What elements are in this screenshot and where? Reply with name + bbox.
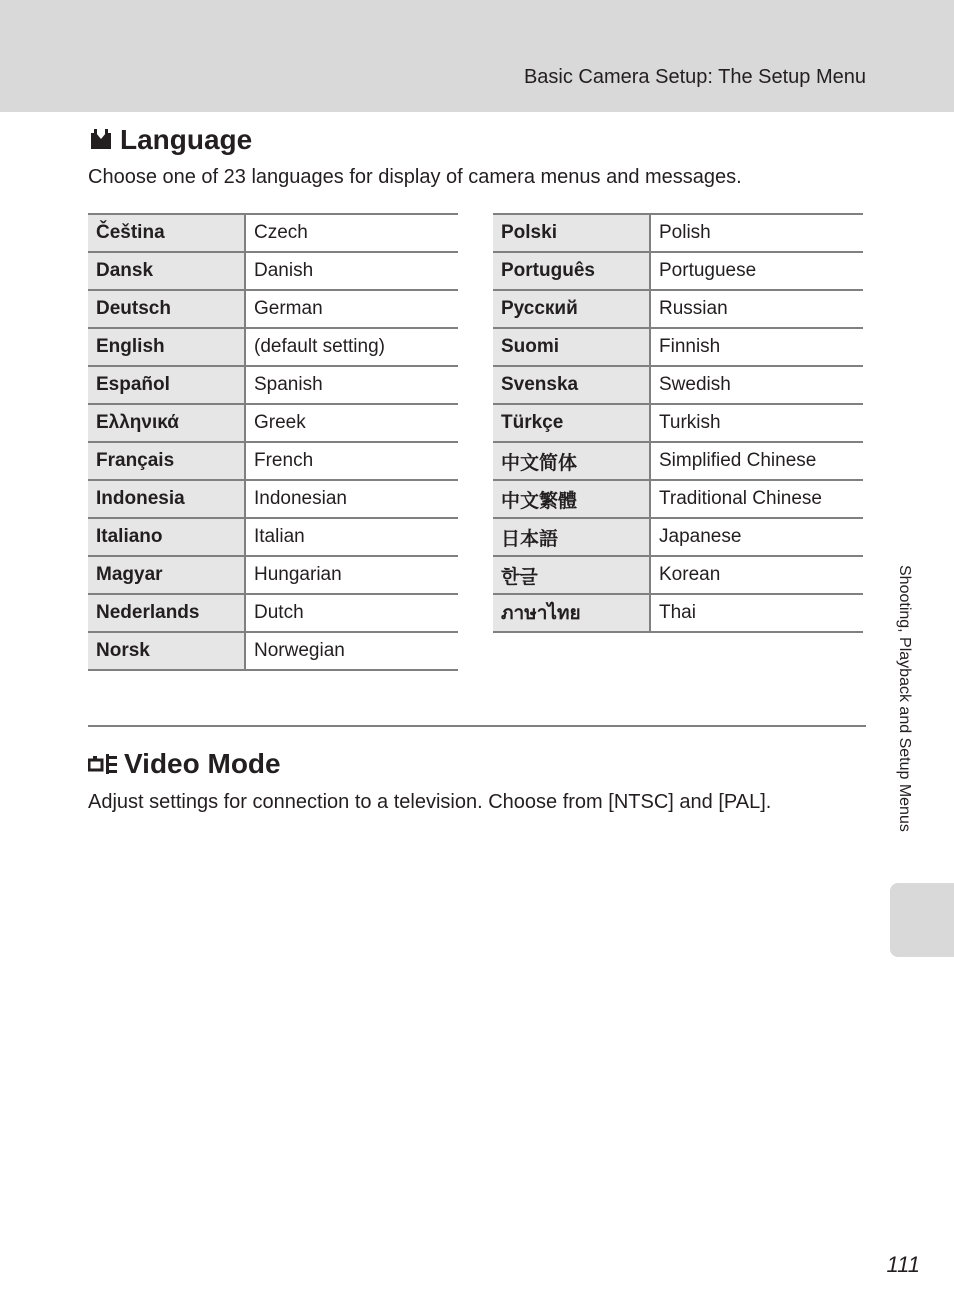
video-mode-title: Video Mode — [124, 748, 281, 779]
language-icon — [88, 127, 114, 153]
native-language-name: Русский — [493, 290, 650, 328]
video-mode-icon — [88, 751, 118, 777]
english-language-name: (default setting) — [245, 328, 458, 366]
table-row — [493, 518, 863, 556]
language-title: Language — [120, 124, 253, 155]
native-language-name: Français — [88, 442, 245, 480]
native-language-name: Norsk — [88, 632, 245, 670]
english-language-name: Swedish — [650, 366, 863, 404]
language-heading — [88, 124, 252, 156]
header-title: Basic Camera Setup: The Setup Menu — [523, 66, 866, 88]
table-row — [493, 594, 863, 632]
side-tab-marker — [890, 883, 954, 957]
english-language-name: Finnish — [650, 328, 863, 366]
native-language-name: Italiano — [88, 518, 245, 556]
native-language-name: Polski — [493, 214, 650, 252]
native-language-name: ภาษาไทย — [493, 594, 650, 632]
native-language-name: Nederlands — [88, 594, 245, 632]
english-language-name: Traditional Chinese — [650, 480, 863, 518]
english-language-name: Danish — [245, 252, 458, 290]
section-divider — [88, 725, 866, 727]
native-language-name: Svenska — [493, 366, 650, 404]
english-language-name: Portuguese — [650, 252, 863, 290]
english-language-name: Hungarian — [245, 556, 458, 594]
english-language-name: Italian — [245, 518, 458, 556]
table-row — [88, 632, 458, 670]
native-language-name: Indonesia — [88, 480, 245, 518]
english-language-name: Polish — [650, 214, 863, 252]
english-language-name: German — [245, 290, 458, 328]
english-language-name: Greek — [245, 404, 458, 442]
english-language-name: Dutch — [245, 594, 458, 632]
table-row — [88, 252, 458, 290]
english-language-name: Czech — [245, 214, 458, 252]
english-language-name: Simplified Chinese — [650, 442, 863, 480]
table-row — [88, 480, 458, 518]
video-mode-heading — [88, 748, 281, 780]
native-language-name: Suomi — [493, 328, 650, 366]
native-language-name: 日本語 — [493, 518, 650, 556]
english-language-name: Thai — [650, 594, 863, 632]
native-language-name: Magyar — [88, 556, 245, 594]
side-section-label: Shooting, Playback and Setup Menus — [896, 565, 913, 832]
language-table-right — [493, 213, 863, 633]
table-row — [88, 594, 458, 632]
native-language-name: Português — [493, 252, 650, 290]
native-language-name: Türkçe — [493, 404, 650, 442]
table-row — [493, 480, 863, 518]
table-row — [493, 214, 863, 252]
native-language-name: Español — [88, 366, 245, 404]
english-language-name: French — [245, 442, 458, 480]
table-row — [493, 290, 863, 328]
table-row — [88, 290, 458, 328]
language-description: Choose one of 23 languages for display of camera menus and messages. — [88, 166, 742, 188]
table-row — [493, 252, 863, 290]
english-language-name: Norwegian — [245, 632, 458, 670]
english-language-name: Russian — [650, 290, 863, 328]
video-mode-description: Adjust settings for connection to a television. Choose from [NTSC] and [PAL]. — [88, 791, 772, 813]
english-language-name: Korean — [650, 556, 863, 594]
table-row — [88, 366, 458, 404]
english-language-name: Turkish — [650, 404, 863, 442]
native-language-name: Deutsch — [88, 290, 245, 328]
native-language-name: 中文繁體 — [493, 480, 650, 518]
table-row — [88, 518, 458, 556]
table-row — [493, 366, 863, 404]
table-row — [493, 556, 863, 594]
table-row — [88, 556, 458, 594]
english-language-name: Japanese — [650, 518, 863, 556]
table-row — [88, 214, 458, 252]
table-row — [493, 404, 863, 442]
native-language-name: 中文简体 — [493, 442, 650, 480]
native-language-name: 한글 — [493, 556, 650, 594]
table-row — [88, 442, 458, 480]
native-language-name: English — [88, 328, 245, 366]
language-table-left — [88, 213, 458, 671]
table-row — [493, 328, 863, 366]
native-language-name: Čeština — [88, 214, 245, 252]
header-band — [0, 0, 954, 112]
native-language-name: Ελληνικά — [88, 404, 245, 442]
english-language-name: Spanish — [245, 366, 458, 404]
native-language-name: Dansk — [88, 252, 245, 290]
english-language-name: Indonesian — [245, 480, 458, 518]
page-number: 111 — [886, 1252, 920, 1277]
table-row — [88, 328, 458, 366]
table-row — [88, 404, 458, 442]
table-row — [493, 442, 863, 480]
